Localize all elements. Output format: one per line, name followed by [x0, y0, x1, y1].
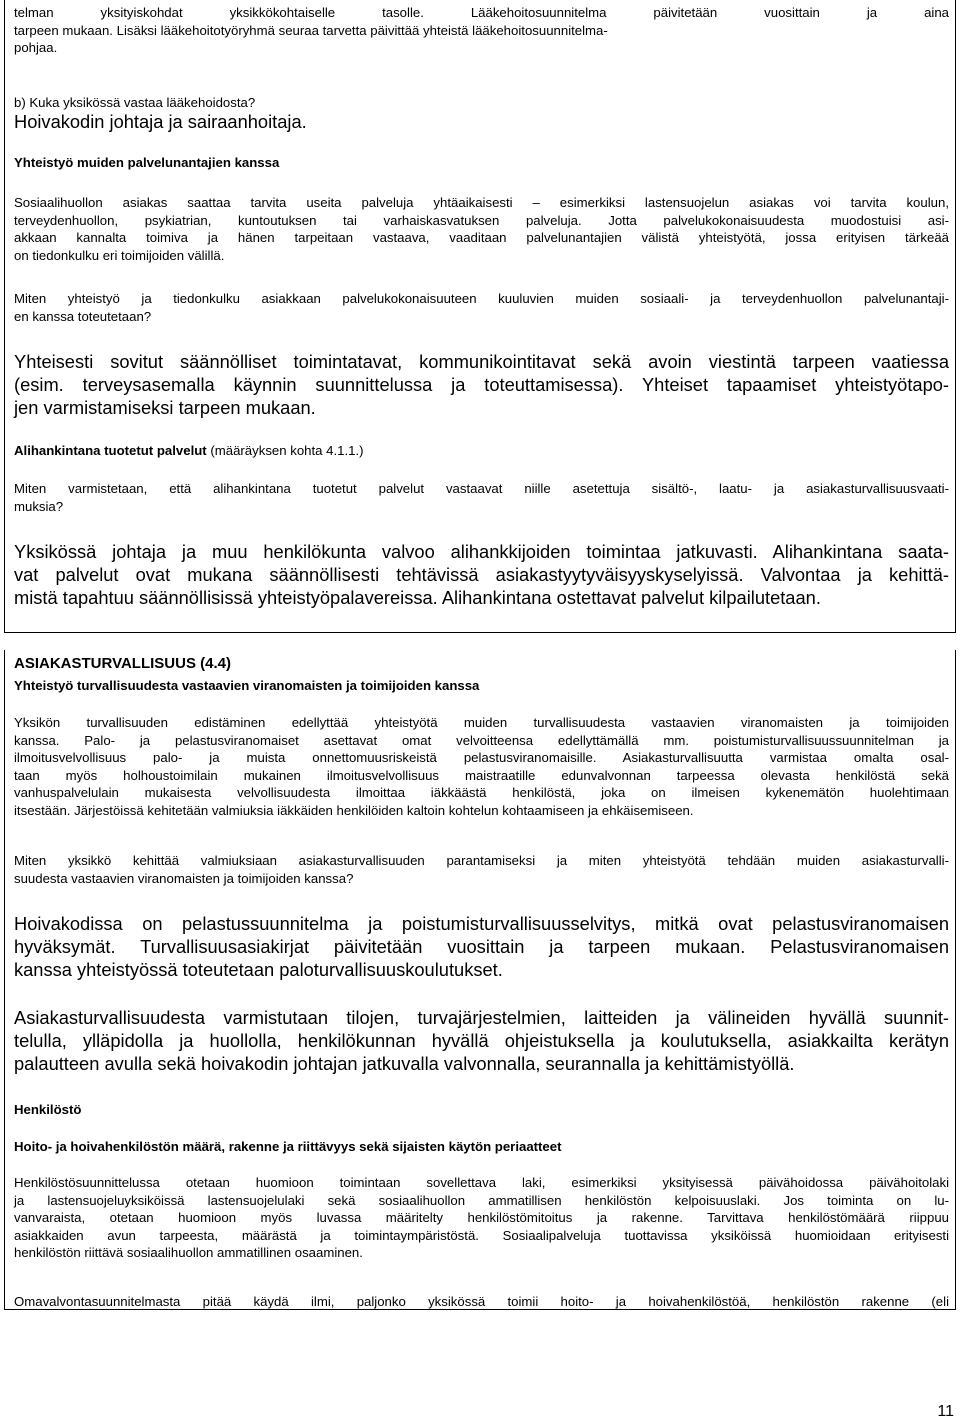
text-line: asiakkaiden avun tarpeesta, määrästä ja toimintaympäristöstä. Sosiaalipalveluja tuottavissa yksiköissä huomioidaan erityisesti [14, 1227, 949, 1243]
text-line: palautteen avulla sekä hoivakodin johtajan jatkuvalla valvonnalla, seurannalla ja kehittämistyöllä. [14, 1053, 795, 1074]
text-line: kanssa. Palo- ja pelastusviranomaiset asettavat omat velvoitteensa edellyttämällä mm. poistumisturvallisuussuunnitelman ja [14, 732, 949, 748]
text-line: Yksikössä johtaja ja muu henkilökunta valvoo alihankkijoiden toimintaa jatkuvasti. Alihankintana saata- [14, 541, 949, 562]
text-line: Miten yhteistyö ja tiedonkulku asiakkaan palvelukokonaisuuteen kuuluvien muiden sosiaali- ja terveydenhuollon palvelunantaji- [14, 291, 949, 306]
text-line: jen varmistamiseksi tarpeen mukaan. [14, 397, 316, 418]
paragraph-cooperation [14, 194, 949, 264]
answer-subcontracting [14, 540, 949, 609]
text-line: Yhteisesti sovitut säännölliset toimintatavat, kommunikointitavat sekä avoin viestintä tarpeen vaatiessa [14, 351, 949, 372]
text-line: muksia? [14, 498, 64, 514]
text-line: vanhuspalvelulain mukaisesta velvollisuudesta ilmoittaa iäkkäästä henkilöstä, joka on ilmeisen kykenemätön huolehtimaan [14, 785, 949, 800]
text-line: henkilöstön riittävä sosiaalihuollon ammatillinen osaaminen. [14, 1245, 363, 1260]
text-line: telulla, ylläpidolla ja huollolla, henkilökunnan hyvällä ohjeistuksella ja koulutuksella, asiakkailta kerätyn [14, 1030, 949, 1051]
text-line: on tiedonkulku eri toimijoiden välillä. [14, 247, 225, 263]
text-line: ja lastensuojeluyksiköissä lastensuojelulaki sekä sosiaalihuollon ammatillisen henkilöstön kelpoisuuslaki. Jos toiminta on lu- [14, 1192, 949, 1208]
heading-subcontracting-ref: (määräyksen kohta 4.1.1.) [206, 443, 364, 458]
text-line: Hoivakodissa on pelastussuunnitelma ja poistumisturvallisuusselvitys, mitkä ovat pelastusviranomaisen [14, 913, 949, 934]
heading-subcontracting-bold: Alihankintana tuotetut palvelut [14, 443, 207, 458]
text-line: pohjaa. [14, 40, 58, 55]
question-subcontracting [14, 480, 949, 515]
answer-b: Hoivakodin johtaja ja sairaanhoitaja. [14, 111, 307, 132]
paragraph-safety [14, 714, 949, 819]
text-line: tarpeen mukaan. Lisäksi lääkehoitotyöryhmä seuraa tarvetta päivittää yhteistä lääkehoitosuunnitelma- [14, 22, 608, 38]
heading-staff: Henkilöstö [14, 1102, 82, 1117]
question-b: b) Kuka yksikössä vastaa lääkehoidosta? [14, 95, 256, 110]
text-line: mistä tapahtuu säännöllisissä yhteistyöpalavereissa. Alihankintana ostettavat palvelut kilpailutetaan. [14, 587, 821, 608]
paragraph-staff-last [14, 1293, 949, 1311]
heading-safety: Yhteistyö turvallisuudesta vastaavien viranomaisten ja toimijoiden kanssa [14, 678, 480, 693]
text-line: telman yksityiskohdat yksikkökohtaiselle tasolle. Lääkehoitosuunnitelma päivitetään vuosittain ja aina [14, 5, 949, 20]
text-line: Miten varmistetaan, että alihankintana tuotetut palvelut vastaavat niille asetettuja sisältö-, laatu- ja asiakasturvallisuusvaati- [14, 481, 949, 496]
text-line: Omavalvontasuunnitelmasta pitää käydä ilmi, paljonko yksikössä toimii hoito- ja hoivahenkilöstöä, henkilöstön rakenne (eli [14, 1294, 949, 1309]
text-line: en kanssa toteutetaan? [14, 308, 152, 324]
text-line: hyväksymät. Turvallisuusasiakirjat päivitetään vuosittain ja tarpeen mukaan. Pelastusviranomaisen [14, 936, 949, 957]
page-number: 11 [937, 1403, 954, 1420]
text-line: Henkilöstösuunnittelussa otetaan huomioon toimintaan sovellettava laki, esimerkiksi yksityisessä päivähoidossa päivähoitolaki [14, 1175, 949, 1190]
text-line: suudesta vastaavien viranomaisten ja toimijoiden kanssa? [14, 870, 354, 886]
text-line: taan myös holhoustoimilain mukainen ilmoitusvelvollisuus maistraatille edunvalvonnan tarpeessa olevasta henkilöstä sekä [14, 767, 949, 783]
answer-cooperation [14, 350, 949, 419]
text-line: Miten yksikkö kehittää valmiuksiaan asiakasturvallisuuden parantamiseksi ja miten yhteistyötä tehdään muiden asiakasturvalli- [14, 853, 949, 868]
question-cooperation [14, 290, 949, 325]
question-safety [14, 852, 949, 887]
heading-cooperation: Yhteistyö muiden palvelunantajien kanssa [14, 155, 280, 170]
paragraph-staff [14, 1174, 949, 1262]
section-title-client-safety: ASIAKASTURVALLISUUS (4.4) [14, 655, 231, 672]
heading-subcontracting [14, 442, 949, 460]
intro-paragraph [14, 4, 949, 57]
text-line: Asiakasturvallisuudesta varmistutaan tilojen, turvajärjestelmien, laitteiden ja välineiden hyvällä suunnit- [14, 1007, 949, 1028]
heading-staff-amount: Hoito- ja hoivahenkilöstön määrä, rakenne ja riittävyys sekä sijaisten käytön periaatteet [14, 1139, 562, 1154]
text-line: vat palvelut ovat mukana säännöllisesti tehtävissä asiakastyytyväisyyskyselyissä. Valvontaa ja kehittä- [14, 564, 949, 585]
answer-safety-1 [14, 912, 949, 981]
text-line: terveydenhuollon, psykiatrian, kuntoutuksen tai varhaiskasvatuksen palveluja. Jotta palvelukokonaisuudesta muodostuisi asi- [14, 212, 949, 228]
text-line: itsestään. Järjestöissä kehitetään valmiuksia iäkkäiden henkilöiden kaltoin kohtelun kohtaamiseen ja ehkäisemiseen. [14, 802, 694, 818]
text-line: Sosiaalihuollon asiakas saattaa tarvita useita palveluja yhtäaikaisesti – esimerkiksi lastensuojelun asiakas voi tarvita koulun, [14, 195, 949, 210]
answer-safety-2 [14, 1006, 949, 1075]
text-line: (esim. terveysasemalla käynnin suunnittelussa ja toteuttamisessa). Yhteiset tapaamiset yhteistyötapo- [14, 374, 949, 395]
text-line: Yksikön turvallisuuden edistäminen edellyttää yhteistyötä muiden turvallisuudesta vastaavien viranomaisten ja toimijoiden [14, 715, 949, 730]
text-line: kanssa yhteistyössä toteutetaan paloturvallisuuskoulutukset. [14, 959, 503, 980]
text-line: ilmoitusvelvollisuus palo- ja muista onnettomuusriskeistä pelastusviranomaisille. Asiakasturvallisuutta varmistaa omalta osal- [14, 750, 949, 765]
text-line: akkaan kannalta toimiva ja hänen tarpeitaan vastaava, vaaditaan palvelunantajien välistä yhteistyötä, jossa erityisen tärkeää [14, 230, 949, 245]
text-line: vanvaraista, otetaan huomioon myös luvassa määritelty henkilöstömitoitus ja rakenne. Tarvittava henkilöstömäärä riippuu [14, 1210, 949, 1225]
